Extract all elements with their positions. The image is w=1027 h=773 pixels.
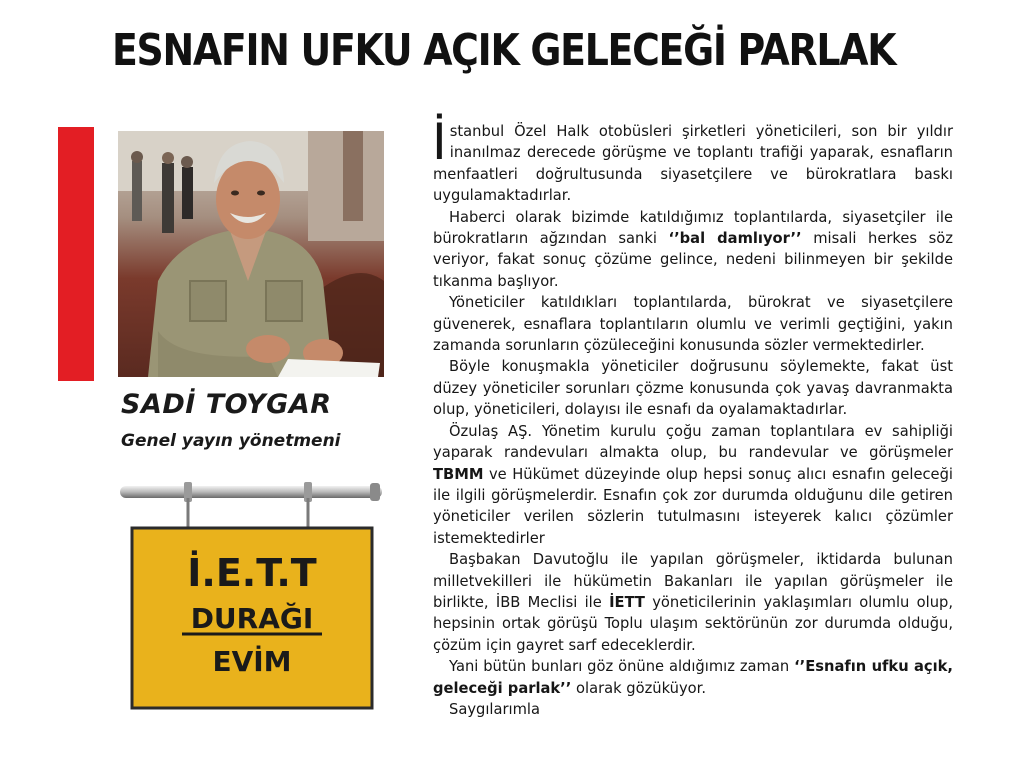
author-title: Genel yayın yönetmeni — [121, 431, 341, 451]
article-paragraph-3: Yöneticiler katıldıkları toplantılarda, bürokrat ve siyasetçilere güvenerek, esnaflara toplantıların olumlu ve verimli geçtiğini, yakın zamanda sorunların çözüleceğini konusunda sözler vermektedirler. — [433, 294, 953, 355]
drop-cap: İ — [432, 113, 447, 171]
sign-rod — [120, 486, 382, 498]
article-paragraph-1: İstanbul Özel Halk otobüsleri şirketleri yöneticileri, son bir yıldır inanılmaz derecede görüşme ve toplantı trafiği yaparak, esnafların menfaatleri doğrultusunda siyasetçilere ve bürokratlara baskı uygulamaktadırlar. — [432, 113, 953, 205]
author-photo — [118, 131, 384, 377]
sign-line-3: EVİM — [212, 645, 292, 678]
bus-stop-sign-illustration — [118, 478, 386, 718]
article-signoff: Saygılarımla — [449, 700, 541, 718]
article-paragraph-2: Haberci olarak bizimde katıldığımız toplantılarda, siyasetçiler ile bürokratların ağzından sanki ‘’bal damlıyor’’ misali herkes söz veriyor, fakat sonuç çözüme gelince, nedeni bilinmeyen bir şekilde tıkanma başlıyor. — [433, 208, 953, 290]
sign-line-2: DURAĞI — [190, 602, 314, 635]
article-body — [432, 113, 954, 720]
author-photo-illustration — [118, 131, 384, 377]
article-paragraph-7: Yani bütün bunları göz önüne aldığımız zaman ‘’Esnafın ufku açık, geleceği parlak’’ olarak gözüküyor. — [433, 658, 953, 697]
page-headline: ESNAFIN UFKU AÇIK GELECEĞİ PARLAK — [112, 25, 896, 76]
bus-stop-sign — [118, 478, 386, 718]
sign-line-1: İ.E.T.T — [187, 551, 317, 595]
article-paragraph-6: Başbakan Davutoğlu ile yapılan görüşmeler, iktidarda bulunan milletvekilleri ile hükümetin Bakanları ile yapılan görüşmeler ile birlikte, İBB Meclisi ile İETT yöneticilerinin yaklaşımları olumlu olup, hepsinin ortak görüşü Toplu ulaşım sektörünün zor durumda olduğu, çözüm için gayret sarf edeceklerdir. — [433, 551, 954, 654]
article-paragraph-4: Böyle konuşmakla yöneticiler doğrusunu söylemekte, fakat üst düzey yöneticiler sorunları çözme konusunda çok yavaş davranmakta olup, yöneticileri, dolayısı ile esnafı da oyalamaktadırlar. — [433, 358, 953, 419]
article-paragraph-5: Özulaş AŞ. Yönetim kurulu çoğu zaman toplantılara ev sahipliği yaparak randevuları almakta olup, bu randevular ve görüşmeler TBMM ve Hükümet düzeyinde olup hepsi sonuç alıcı esnafın geleceği ile ilgili görüşmelerdir. Esnafın çok zor durumda olduğunu dile getiren yöneticiler verilen sözlerin tutulmasını isteyerek kalıcı çözümler istemektedirler — [433, 422, 953, 547]
red-accent-bar — [58, 127, 94, 381]
author-name: SADİ TOYGAR — [121, 389, 332, 420]
